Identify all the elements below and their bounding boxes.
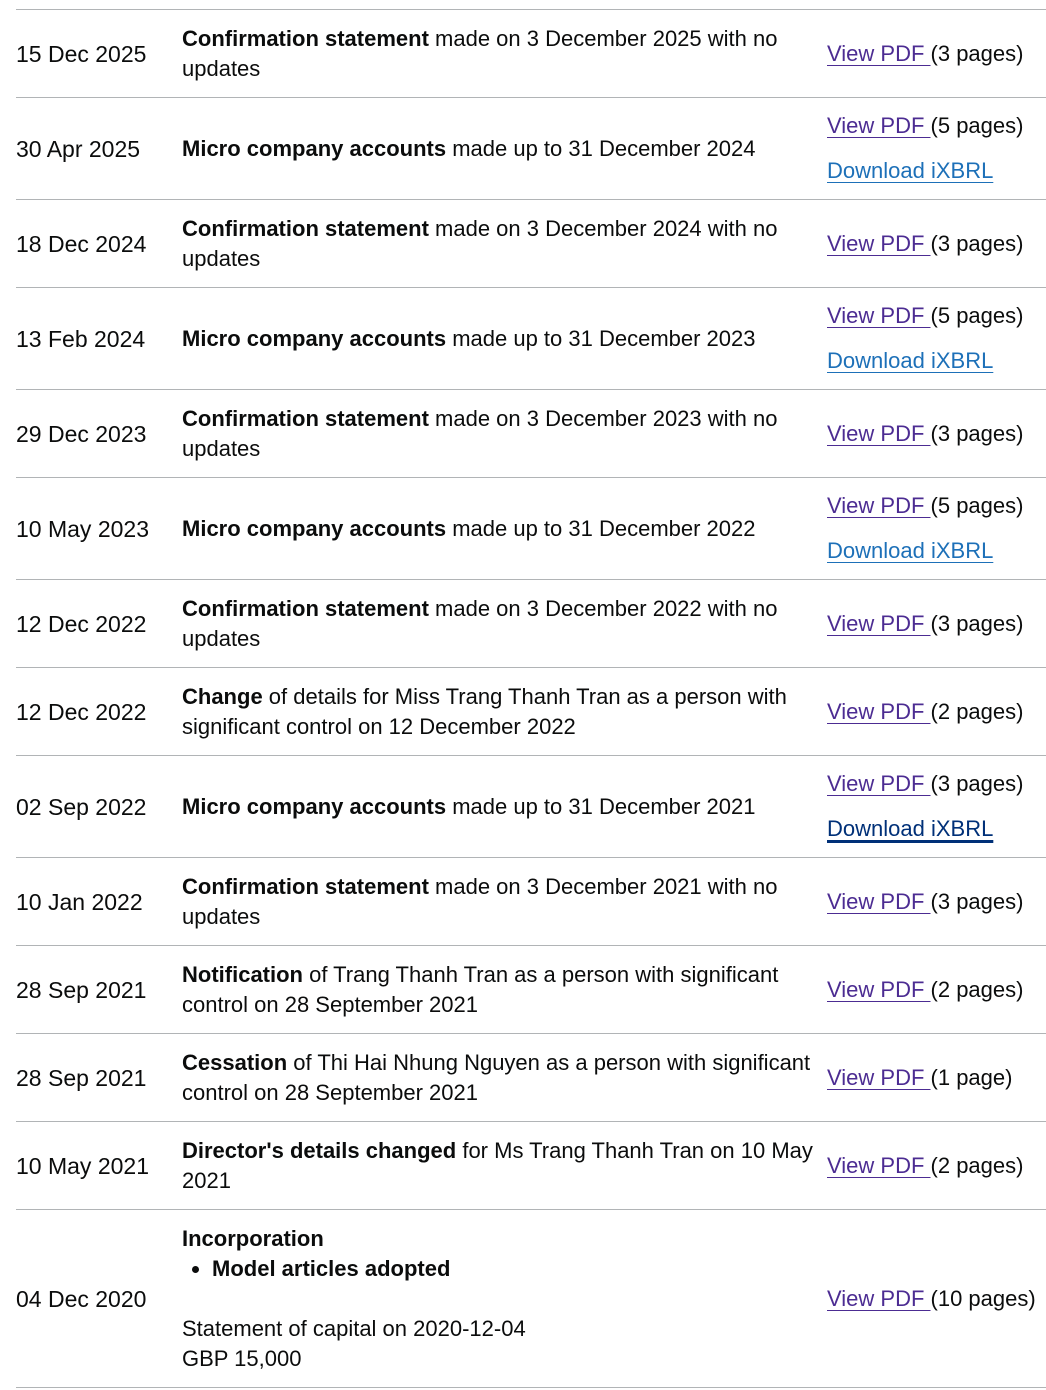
- filing-description: [182, 134, 827, 164]
- filing-date: 10 May 2023: [16, 515, 149, 542]
- table-row: [16, 98, 1046, 200]
- filing-type: Micro company accounts: [182, 135, 447, 161]
- filing-description: [182, 960, 827, 1020]
- filing-links: [827, 769, 1046, 844]
- filing-links: [827, 229, 1046, 259]
- filing-date: 12 Dec 2022: [16, 698, 147, 725]
- filing-date: 30 Apr 2025: [16, 135, 141, 162]
- filing-description: [182, 1224, 827, 1374]
- table-row: [16, 200, 1046, 288]
- filing-detail: made up to 31 December 2024: [446, 135, 756, 161]
- filing-date: 02 Sep 2022: [16, 793, 147, 820]
- filing-links: [827, 975, 1046, 1005]
- download-ixbrl-link[interactable]: Download iXBRL: [827, 816, 994, 841]
- page-count: (2 pages): [930, 1152, 1024, 1178]
- filing-detail: made on 3 December 2025 with no updates: [182, 25, 778, 81]
- page-count: (3 pages): [930, 771, 1024, 796]
- table-row: [16, 946, 1046, 1034]
- statement-of-capital: Statement of capital on 2020-12-04: [182, 1315, 526, 1341]
- page-count: (2 pages): [930, 976, 1024, 1002]
- filing-type: Micro company accounts: [182, 515, 447, 541]
- filing-description: [182, 214, 827, 274]
- page-count: (1 page): [930, 1064, 1013, 1090]
- table-row: [16, 478, 1046, 580]
- filing-detail: made on 3 December 2024 with no updates: [182, 215, 778, 271]
- filing-type: Notification: [182, 961, 303, 987]
- table-row: [16, 1034, 1046, 1122]
- filing-detail: made on 3 December 2023 with no updates: [182, 405, 778, 461]
- page-count: (5 pages): [930, 303, 1024, 328]
- download-ixbrl-link[interactable]: Download iXBRL: [827, 538, 994, 563]
- filing-description: [182, 404, 827, 464]
- filing-description: [182, 792, 827, 822]
- table-row: [16, 10, 1046, 98]
- filing-date: 15 Dec 2025: [16, 40, 147, 67]
- page-count: (5 pages): [930, 113, 1024, 138]
- filing-date: 18 Dec 2024: [16, 230, 147, 257]
- page-count: (3 pages): [930, 888, 1024, 914]
- filing-date: 13 Feb 2024: [16, 325, 146, 352]
- page-count: (5 pages): [930, 493, 1024, 518]
- filing-history-table: [16, 9, 1046, 1388]
- page-count: (2 pages): [930, 698, 1024, 724]
- filing-type: Confirmation statement: [182, 405, 429, 431]
- filing-type: Confirmation statement: [182, 25, 429, 51]
- filing-type: Cessation: [182, 1049, 288, 1075]
- filing-date: 29 Dec 2023: [16, 420, 147, 447]
- filing-description: [182, 594, 827, 654]
- view-pdf-link[interactable]: View PDF: [827, 303, 931, 328]
- filing-description: [182, 682, 827, 742]
- table-row: [16, 288, 1046, 390]
- table-row: [16, 390, 1046, 478]
- filing-date: 10 May 2021: [16, 1152, 149, 1179]
- page-count: (3 pages): [930, 420, 1024, 446]
- filing-description: [182, 1136, 827, 1196]
- page-count: (3 pages): [930, 610, 1024, 636]
- filing-detail: of Thi Hai Nhung Nguyen as a person with significant control on 28 September 2021: [182, 1049, 811, 1105]
- filing-links: [827, 301, 1046, 376]
- table-row: [16, 756, 1046, 858]
- filing-detail: for Ms Trang Thanh Tran on 10 May 2021: [182, 1137, 813, 1193]
- view-pdf-link[interactable]: View PDF: [827, 610, 931, 636]
- filing-type: Director's details changed: [182, 1137, 457, 1163]
- view-pdf-link[interactable]: View PDF: [827, 40, 931, 66]
- filing-links: [827, 697, 1046, 727]
- filing-type: Incorporation: [182, 1225, 324, 1251]
- filing-links: [827, 419, 1046, 449]
- filing-type: Micro company accounts: [182, 793, 447, 819]
- filing-type: Change: [182, 683, 263, 709]
- view-pdf-link[interactable]: View PDF: [827, 1285, 931, 1311]
- view-pdf-link[interactable]: View PDF: [827, 113, 931, 138]
- view-pdf-link[interactable]: View PDF: [827, 698, 931, 724]
- filing-date: 04 Dec 2020: [16, 1285, 147, 1312]
- page-count: (3 pages): [930, 230, 1024, 256]
- filing-description: [182, 872, 827, 932]
- filing-type: Confirmation statement: [182, 215, 429, 241]
- filing-detail: of details for Miss Trang Thanh Tran as a person with significant control on 12 December 2022: [182, 683, 787, 739]
- filing-links: [827, 887, 1046, 917]
- filing-date: 12 Dec 2022: [16, 610, 147, 637]
- filing-links: [827, 1063, 1046, 1093]
- filing-detail: made up to 31 December 2022: [446, 515, 756, 541]
- filing-description: [182, 1048, 827, 1108]
- filing-date: 28 Sep 2021: [16, 1064, 147, 1091]
- filing-links: [827, 491, 1046, 566]
- table-row: [16, 668, 1046, 756]
- filing-detail: made up to 31 December 2021: [446, 793, 756, 819]
- filing-type: Confirmation statement: [182, 595, 429, 621]
- incorporation-bullets: [182, 1254, 819, 1284]
- view-pdf-link[interactable]: View PDF: [827, 230, 931, 256]
- filing-description: [182, 514, 827, 544]
- filing-date: 28 Sep 2021: [16, 976, 147, 1003]
- filing-detail: made on 3 December 2022 with no updates: [182, 595, 778, 651]
- filing-links: [827, 1284, 1046, 1314]
- filing-date: 10 Jan 2022: [16, 888, 143, 915]
- download-ixbrl-link[interactable]: Download iXBRL: [827, 348, 994, 373]
- filing-links: [827, 609, 1046, 639]
- filing-detail: of Trang Thanh Tran as a person with significant control on 28 September 2021: [182, 961, 779, 1017]
- view-pdf-link[interactable]: View PDF: [827, 1064, 931, 1090]
- filing-links: [827, 111, 1046, 186]
- download-ixbrl-link[interactable]: Download iXBRL: [827, 158, 994, 183]
- bullet-item: • Model articles adopted: [212, 1254, 819, 1284]
- view-pdf-link[interactable]: View PDF: [827, 420, 931, 446]
- page-count: (3 pages): [930, 40, 1024, 66]
- filing-type: Confirmation statement: [182, 873, 429, 899]
- filing-description: [182, 324, 827, 354]
- view-pdf-link[interactable]: View PDF: [827, 1152, 931, 1178]
- filing-detail: made up to 31 December 2023: [446, 325, 756, 351]
- filing-type: Micro company accounts: [182, 325, 447, 351]
- table-row: [16, 1210, 1046, 1388]
- filing-links: [827, 1151, 1046, 1181]
- filing-description: [182, 24, 827, 84]
- filing-links: [827, 39, 1046, 69]
- page-count: (10 pages): [930, 1285, 1036, 1311]
- table-row: [16, 858, 1046, 946]
- view-pdf-link[interactable]: View PDF: [827, 771, 931, 796]
- view-pdf-link[interactable]: View PDF: [827, 888, 931, 914]
- table-row: [16, 1122, 1046, 1210]
- filing-detail: made on 3 December 2021 with no updates: [182, 873, 778, 929]
- table-row: [16, 580, 1046, 668]
- view-pdf-link[interactable]: View PDF: [827, 976, 931, 1002]
- view-pdf-link[interactable]: View PDF: [827, 493, 931, 518]
- capital-amount: GBP 15,000: [182, 1345, 302, 1371]
